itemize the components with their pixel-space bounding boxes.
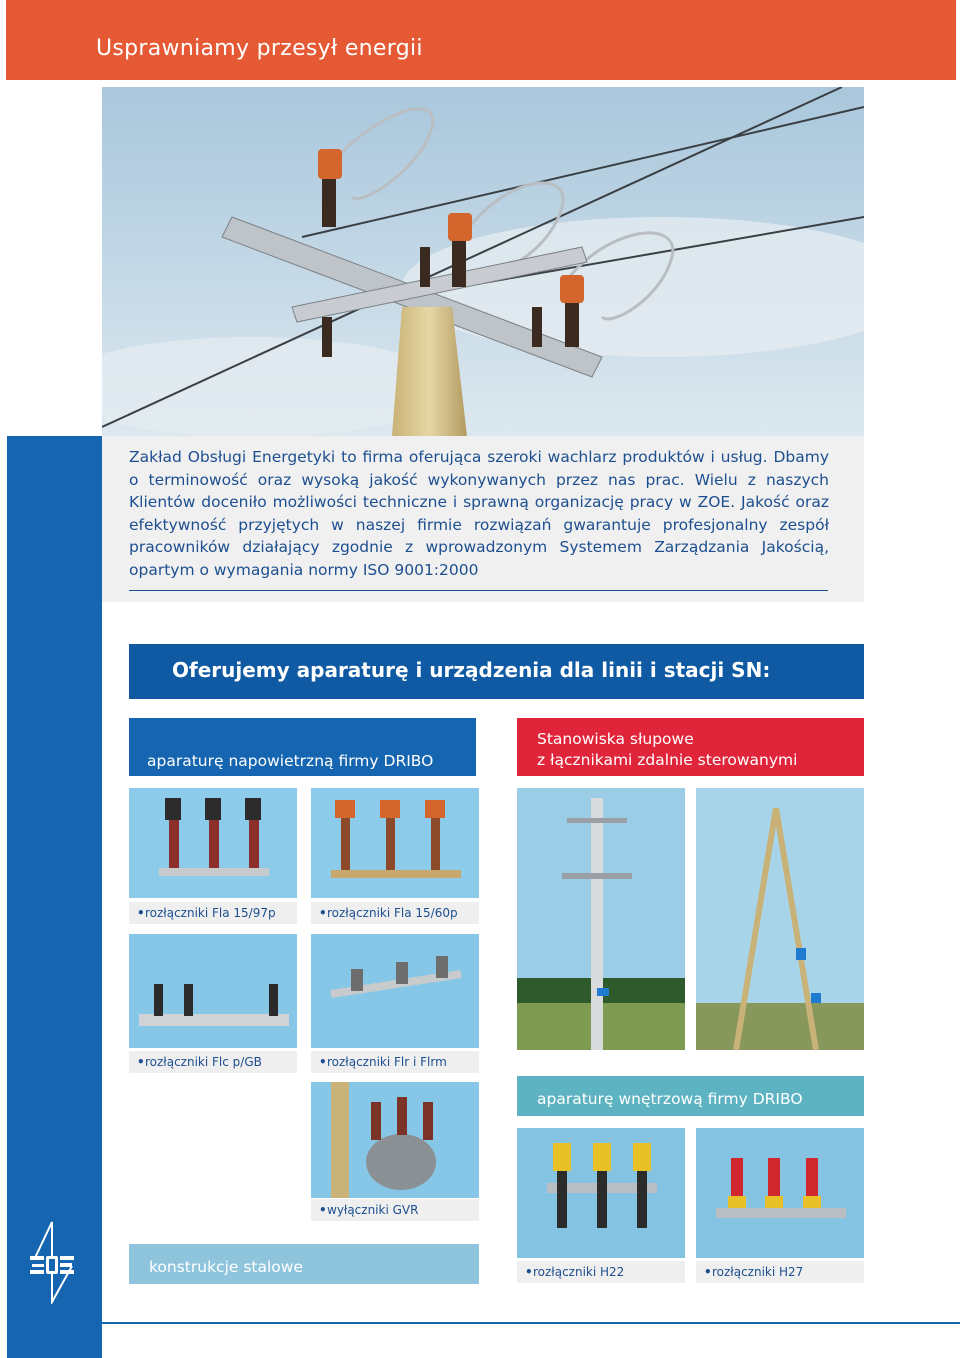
page-title: Usprawniamy przesył energii — [96, 36, 423, 61]
photo-h27 — [696, 1128, 864, 1258]
hero-photo-power-pole — [102, 87, 864, 436]
photo-flc — [129, 934, 297, 1048]
photo-pole-station-1 — [517, 788, 685, 1050]
caption-flc: • rozłączniki Flc p/GB — [129, 1051, 297, 1073]
section-poles-line2: z łącznikami zdalnie sterowanymi — [537, 751, 798, 769]
caption-fla97: • rozłączniki Fla 15/97p — [129, 902, 297, 924]
section-indoor-label: aparaturę wnętrzową firmy DRIBO — [537, 1090, 803, 1108]
photo-h22 — [517, 1128, 685, 1258]
photo-flr — [311, 934, 479, 1048]
section-poles-line1: Stanowiska słupowe — [537, 730, 694, 748]
photo-fla60 — [311, 788, 479, 898]
caption-h22: • rozłączniki H22 — [517, 1261, 685, 1283]
offer-heading: Oferujemy aparaturę i urządzenia dla linii i stacji SN: — [172, 658, 771, 682]
caption-gvr: • wyłączniki GVR — [311, 1199, 479, 1221]
section-poles-label — [537, 729, 797, 771]
zoe-logo — [28, 1220, 78, 1304]
caption-h27: • rozłączniki H27 — [696, 1261, 864, 1283]
caption-fla60: • rozłączniki Fla 15/60p — [311, 902, 479, 924]
caption-flr: • rozłączniki Flr i Flrm — [311, 1051, 479, 1073]
photo-fla97 — [129, 788, 297, 898]
intro-divider — [129, 590, 828, 591]
photo-gvr — [311, 1082, 479, 1198]
intro-paragraph: Zakład Obsługi Energetyki to firma oferująca szeroki wachlarz produktów i usług. Dbamy o terminowość oraz wysoką jakość wykonywanych przez nas prac. Wielu z naszych Klientów doceniło możliwości techniczne i sprawną organizację pracy w ZOE. Jakość oraz efektywność przyjętych w naszej firmie rozwiązań gwarantuje profesjonalny zespół pracowników działający zgodnie z wprowadzonym Systemem Zarządzania Jakością, opartym o wymagania normy ISO 9001:2000 — [129, 448, 829, 579]
photo-pole-station-2 — [696, 788, 864, 1050]
section-outdoor-label: aparaturę napowietrzną firmy DRIBO — [147, 752, 434, 770]
bottom-divider — [102, 1322, 960, 1324]
section-steel-label: konstrukcje stalowe — [149, 1258, 304, 1276]
